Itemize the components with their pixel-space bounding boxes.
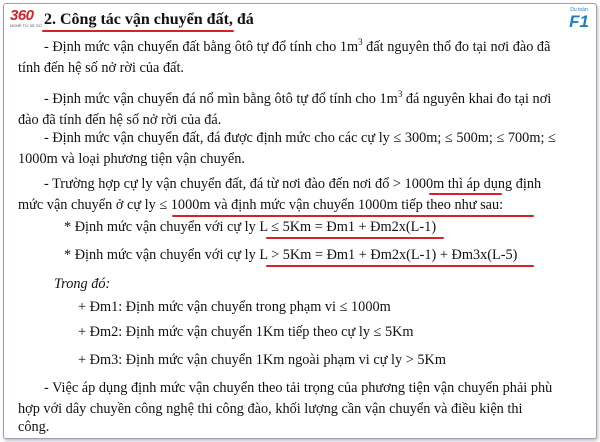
- brand-logo-f1: [568, 7, 590, 35]
- paragraph-2-line-1: - Định mức vận chuyển đá nổ mìn bằng ôtô tự đổ tính cho $1m^3$ đá nguyên khai đo tại nơi: [44, 89, 552, 107]
- definition-dm1: + Đm1: Định mức vận chuyển trong phạm vi ≤ 1000m: [78, 299, 391, 315]
- paragraph-5-line-1: - Việc áp dụng định mức vận chuyển theo tải trọng của phương tiện vận chuyển phải phù: [44, 380, 553, 396]
- paragraph-3-line-1: - Định mức vận chuyển đất, đá được định mức cho các cự ly ≤ 300m; ≤ 500m; ≤ 700m; ≤: [44, 130, 556, 146]
- paragraph-1-line-1: - Định mức vận chuyển đất bằng ôtô tự đổ tính cho $1m^3$ đất nguyên thổ đo tại nơi đào đã: [44, 37, 551, 55]
- paragraph-2-line-2: đào đã tính đến hệ số nở rời của đá.: [18, 112, 222, 128]
- paragraph-5-line-2: hợp với dây chuyền công nghệ thi công đào, khối lượng cần vận chuyển và điều kiện thi: [18, 401, 523, 417]
- logo-mark: F1: [569, 12, 589, 31]
- definition-dm3: + Đm3: Định mức vận chuyển 1Km ngoài phạm vi cự ly > 5Km: [78, 352, 446, 368]
- paragraph-1-line-2: tính đến hệ số nở rời của đất.: [18, 60, 184, 76]
- document-slide: [3, 3, 597, 439]
- logo-caption: Du toán: [570, 7, 588, 13]
- paragraph-3-line-2: 1000m và loại phương tiện vận chuyển.: [18, 151, 245, 167]
- brand-logo-360: [10, 8, 42, 30]
- logo-text: 360: [10, 7, 34, 24]
- definition-dm2: + Đm2: Định mức vận chuyển 1Km tiếp theo cự ly ≤ 5Km: [78, 324, 414, 340]
- logo-subtext: NGHỀ TỪ XẾ SỐ: [10, 23, 42, 28]
- paragraph-5-line-3: công.: [18, 419, 50, 435]
- paragraph-4-line-1: - Trường hợp cự ly vận chuyển đất, đá từ nơi đào đến nơi đổ > 1000m thì áp dụng định: [44, 176, 542, 192]
- paragraph-4-line-2: mức vận chuyển ở cự ly ≤ 1000m và định mức vận chuyển 1000m tiếp theo như sau:: [18, 197, 504, 213]
- underline-formula-1: [266, 237, 444, 239]
- section-title: 2. Công tác vận chuyển đất, đá: [44, 11, 254, 28]
- title-underline: [42, 30, 234, 32]
- formula-1: * Định mức vận chuyển với cự ly L ≤ 5Km = Đm1 + Đm2x(L-1): [64, 219, 437, 235]
- formula-2: * Định mức vận chuyển với cự ly L > 5Km = Đm1 + Đm2x(L-1) + Đm3x(L-5): [64, 247, 518, 263]
- underline-formula-2: [266, 265, 534, 267]
- where-label: Trong đó:: [54, 276, 111, 292]
